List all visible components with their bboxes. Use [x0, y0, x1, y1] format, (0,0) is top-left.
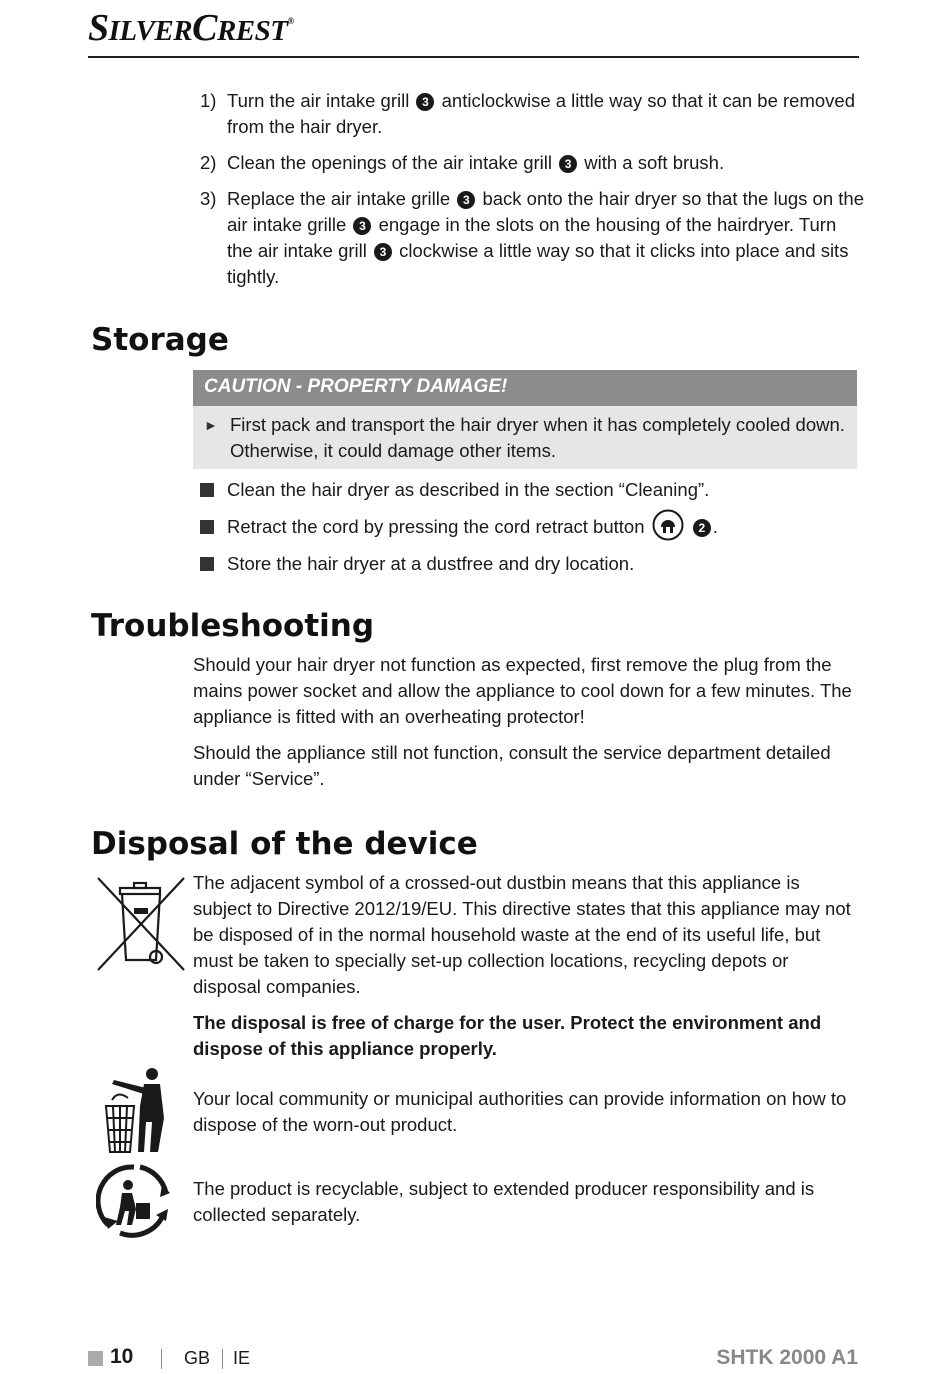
bullet-square-icon [200, 557, 214, 571]
part-3-badge: 3 [416, 93, 434, 111]
part-2-badge: 2 [693, 519, 711, 537]
troubleshooting-para-2: Should the appliance still not function, consult the service department detailed under “Service”. [193, 742, 831, 789]
step-1: 1) Turn the air intake grill 3 anticlockwise a little way so that it can be removed from the hair dryer. [200, 90, 855, 137]
caution-text: First pack and transport the hair dryer when it has completely cooled down. Otherwise, it could damage other items. [230, 414, 845, 461]
recycle-icon [96, 1163, 172, 1239]
bullet-square-icon [200, 520, 214, 534]
step-2: 2) Clean the openings of the air intake grill 3 with a soft brush. [200, 152, 725, 173]
part-3-badge: 3 [353, 217, 371, 235]
tidyman-icon [100, 1066, 172, 1154]
model-number: SHTK 2000 A1 [716, 1346, 858, 1369]
part-3-badge: 3 [374, 243, 392, 261]
disposal-para-1: The adjacent symbol of a crossed-out dustbin means that this appliance is subject to Directive 2012/19/EU. This directive states that this appliance may not be disposed of in the normal household waste at the end of its useful life, but must be taken to specially set-up collection locations, recycling depots or disposal companies. [193, 872, 851, 997]
storage-heading: Storage [91, 322, 229, 358]
footer-lang-gb: GB [184, 1348, 211, 1368]
disposal-para-4: The product is recyclable, subject to extended producer responsibility and is collected separately. [193, 1178, 815, 1225]
part-3-badge: 3 [559, 155, 577, 173]
cord-retract-icon [652, 509, 684, 541]
header-rule [88, 56, 859, 58]
brand-logo: SILVERCREST® [88, 7, 294, 49]
footer-square-icon [88, 1351, 103, 1366]
storage-list [200, 477, 860, 588]
caution-title: CAUTION - PROPERTY DAMAGE! [193, 370, 857, 406]
disposal-heading: Disposal of the device [91, 826, 478, 862]
list-item: Store the hair dryer at a dustfree and dry location. [200, 551, 860, 577]
footer-divider [161, 1349, 162, 1369]
troubleshooting-heading: Troubleshooting [91, 608, 375, 644]
arrow-icon: ► [204, 417, 218, 433]
step-3: 3) Replace the air intake grille 3 back onto the hair dryer so that the lugs on the air intake grille 3 engage in the slots on the housing of the hairdryer. Turn the air intake grill 3 clockwise a little way so that it clicks into place and sits tightly. [200, 188, 864, 287]
footer-divider [222, 1349, 223, 1369]
caution-text-block [193, 406, 857, 469]
bullet-square-icon [200, 483, 214, 497]
troubleshooting-para-1: Should your hair dryer not function as expected, first remove the plug from the mains power socket and allow the appliance to cool down for a few minutes. The appliance is fitted with an overheating protector! [193, 654, 852, 727]
cleaning-steps [200, 88, 865, 300]
caution-box [193, 370, 857, 469]
part-3-badge: 3 [457, 191, 475, 209]
disposal-para-2: The disposal is free of charge for the user. Protect the environment and dispose of this appliance properly. [193, 1012, 822, 1059]
disposal-para-3: Your local community or municipal authorities can provide information on how to dispose of the worn-out product. [193, 1088, 847, 1135]
list-item: Clean the hair dryer as described in the section “Cleaning”. [200, 477, 860, 503]
list-item: Retract the cord by pressing the cord retract button 2 . [200, 514, 860, 540]
crossed-out-bin-icon [94, 874, 188, 974]
footer-lang-ie: IE [233, 1348, 251, 1368]
page-number: 10 [110, 1345, 134, 1368]
